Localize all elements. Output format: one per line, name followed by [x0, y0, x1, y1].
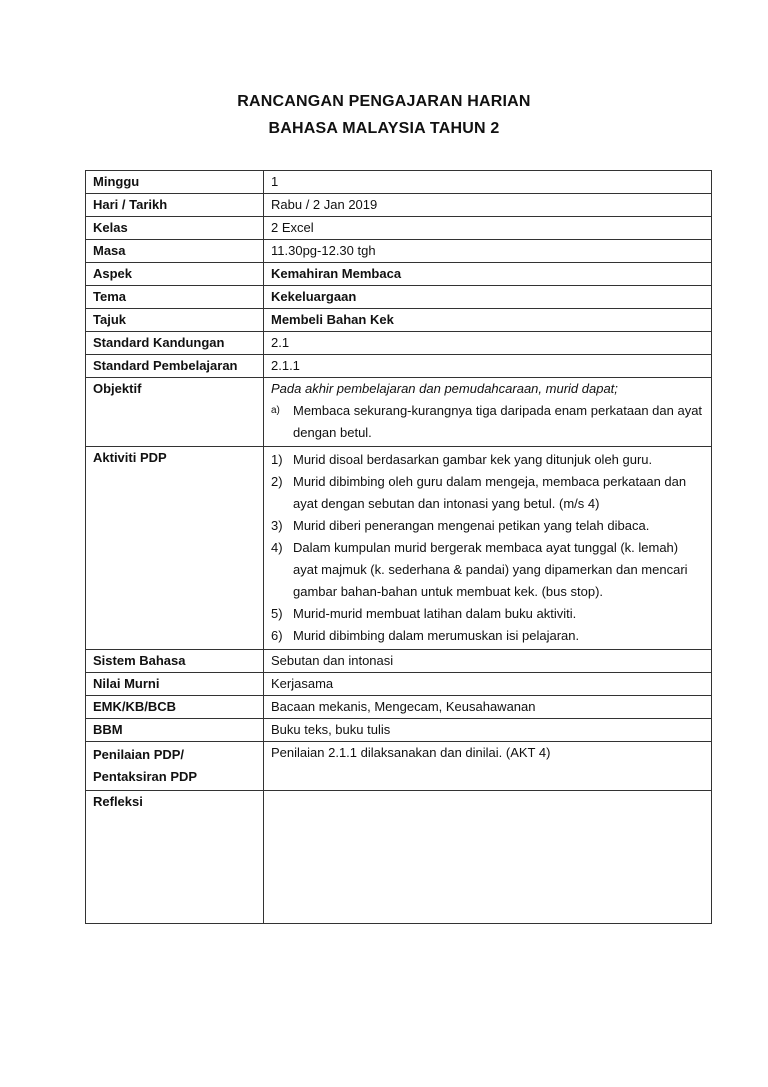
list-item-text: Murid diberi penerangan mengenai petikan yang telah dibaca. — [293, 518, 650, 533]
list-item — [271, 515, 704, 537]
list-marker: a) — [271, 405, 280, 416]
row-label-aspek: Aspek — [86, 263, 264, 286]
list-item — [271, 625, 704, 647]
row-value-aktiviti — [264, 447, 712, 650]
row-value-penilaian: Penilaian 2.1.1 dilaksanakan dan dinilai. (AKT 4) — [264, 742, 712, 791]
table-row-standard-pembelajaran — [86, 355, 712, 378]
row-label-tema: Tema — [86, 286, 264, 309]
lesson-plan-table — [85, 170, 712, 924]
list-item-text: Murid dibimbing dalam merumuskan isi pelajaran. — [293, 628, 580, 643]
row-label-objektif: Objektif — [86, 378, 264, 447]
table-row-penilaian — [86, 742, 712, 791]
list-item — [271, 603, 704, 625]
table-row-tema — [86, 286, 712, 309]
objektif-list — [271, 400, 704, 444]
table-row-refleksi — [86, 791, 712, 924]
row-value-objektif — [264, 378, 712, 447]
list-marker: 2) — [271, 474, 283, 489]
table-row-emk — [86, 696, 712, 719]
row-label-standard-kandungan: Standard Kandungan — [86, 332, 264, 355]
row-value-tajuk: Membeli Bahan Kek — [264, 309, 712, 332]
list-item-text: Murid disoal berdasarkan gambar kek yang ditunjuk oleh guru. — [293, 452, 653, 467]
list-item-text: Murid-murid membuat latihan dalam buku aktiviti. — [293, 606, 577, 621]
table-row-standard-kandungan — [86, 332, 712, 355]
row-value-masa: 11.30pg-12.30 tgh — [264, 240, 712, 263]
table-row-minggu — [86, 171, 712, 194]
document-title: RANCANGAN PENGAJARAN HARIAN — [237, 93, 531, 110]
table-row-sistem-bahasa — [86, 650, 712, 673]
list-item — [271, 537, 704, 603]
row-value-kelas: 2 Excel — [264, 217, 712, 240]
list-item — [271, 449, 704, 471]
list-marker: 1) — [271, 452, 283, 467]
list-item — [271, 471, 704, 515]
row-value-hari: Rabu / 2 Jan 2019 — [264, 194, 712, 217]
list-item-text: Dalam kumpulan murid bergerak membaca ayat tunggal (k. lemah) ayat majmuk (k. sederhana & pandai) yang dipamerkan dan mencari gambar bahan-bahan untuk membuat kek. (bus stop). — [293, 540, 688, 599]
row-value-sistem-bahasa: Sebutan dan intonasi — [264, 650, 712, 673]
row-value-tema: Kekeluargaan — [264, 286, 712, 309]
row-label-nilai-murni: Nilai Murni — [86, 673, 264, 696]
row-label-emk: EMK/KB/BCB — [86, 696, 264, 719]
row-label-kelas: Kelas — [86, 217, 264, 240]
table-row-masa — [86, 240, 712, 263]
row-value-bbm: Buku teks, buku tulis — [264, 719, 712, 742]
list-item-text: Murid dibimbing oleh guru dalam mengeja, membaca perkataan dan ayat dengan sebutan dan intonasi yang betul. (m/s 4) — [293, 474, 687, 511]
row-value-standard-kandungan: 2.1 — [264, 332, 712, 355]
aktiviti-list — [271, 449, 704, 647]
row-label-penilaian-line2: Pentaksiran PDP — [93, 769, 198, 784]
row-value-emk: Bacaan mekanis, Mengecam, Keusahawanan — [264, 696, 712, 719]
row-label-sistem-bahasa: Sistem Bahasa — [86, 650, 264, 673]
list-item-text: Membaca sekurang-kurangnya tiga daripada enam perkataan dan ayat dengan betul. — [293, 403, 703, 440]
row-label-penilaian — [86, 742, 264, 791]
row-value-aspek: Kemahiran Membaca — [264, 263, 712, 286]
row-value-nilai-murni: Kerjasama — [264, 673, 712, 696]
row-label-refleksi: Refleksi — [86, 791, 264, 924]
list-item — [271, 400, 704, 444]
row-label-minggu: Minggu — [86, 171, 264, 194]
table-row-tajuk — [86, 309, 712, 332]
row-label-bbm: BBM — [86, 719, 264, 742]
table-row-kelas — [86, 217, 712, 240]
list-marker: 6) — [271, 628, 283, 643]
row-label-tajuk: Tajuk — [86, 309, 264, 332]
table-row-objektif — [86, 378, 712, 447]
objektif-intro: Pada akhir pembelajaran dan pemudahcaraan, murid dapat; — [271, 381, 618, 396]
row-label-standard-pembelajaran: Standard Pembelajaran — [86, 355, 264, 378]
row-value-refleksi — [264, 791, 712, 924]
table-row-nilai-murni — [86, 673, 712, 696]
list-marker: 3) — [271, 518, 283, 533]
list-marker: 4) — [271, 540, 283, 555]
row-label-aktiviti: Aktiviti PDP — [86, 447, 264, 650]
table-row-hari — [86, 194, 712, 217]
list-marker: 5) — [271, 606, 283, 621]
row-value-minggu: 1 — [264, 171, 712, 194]
row-label-masa: Masa — [86, 240, 264, 263]
row-label-hari: Hari / Tarikh — [86, 194, 264, 217]
table-row-aspek — [86, 263, 712, 286]
row-value-standard-pembelajaran: 2.1.1 — [264, 355, 712, 378]
table-row-aktiviti — [86, 447, 712, 650]
document-subtitle: BAHASA MALAYSIA TAHUN 2 — [268, 120, 500, 137]
row-label-penilaian-line1: Penilaian PDP/ — [93, 747, 185, 762]
table-row-bbm — [86, 719, 712, 742]
